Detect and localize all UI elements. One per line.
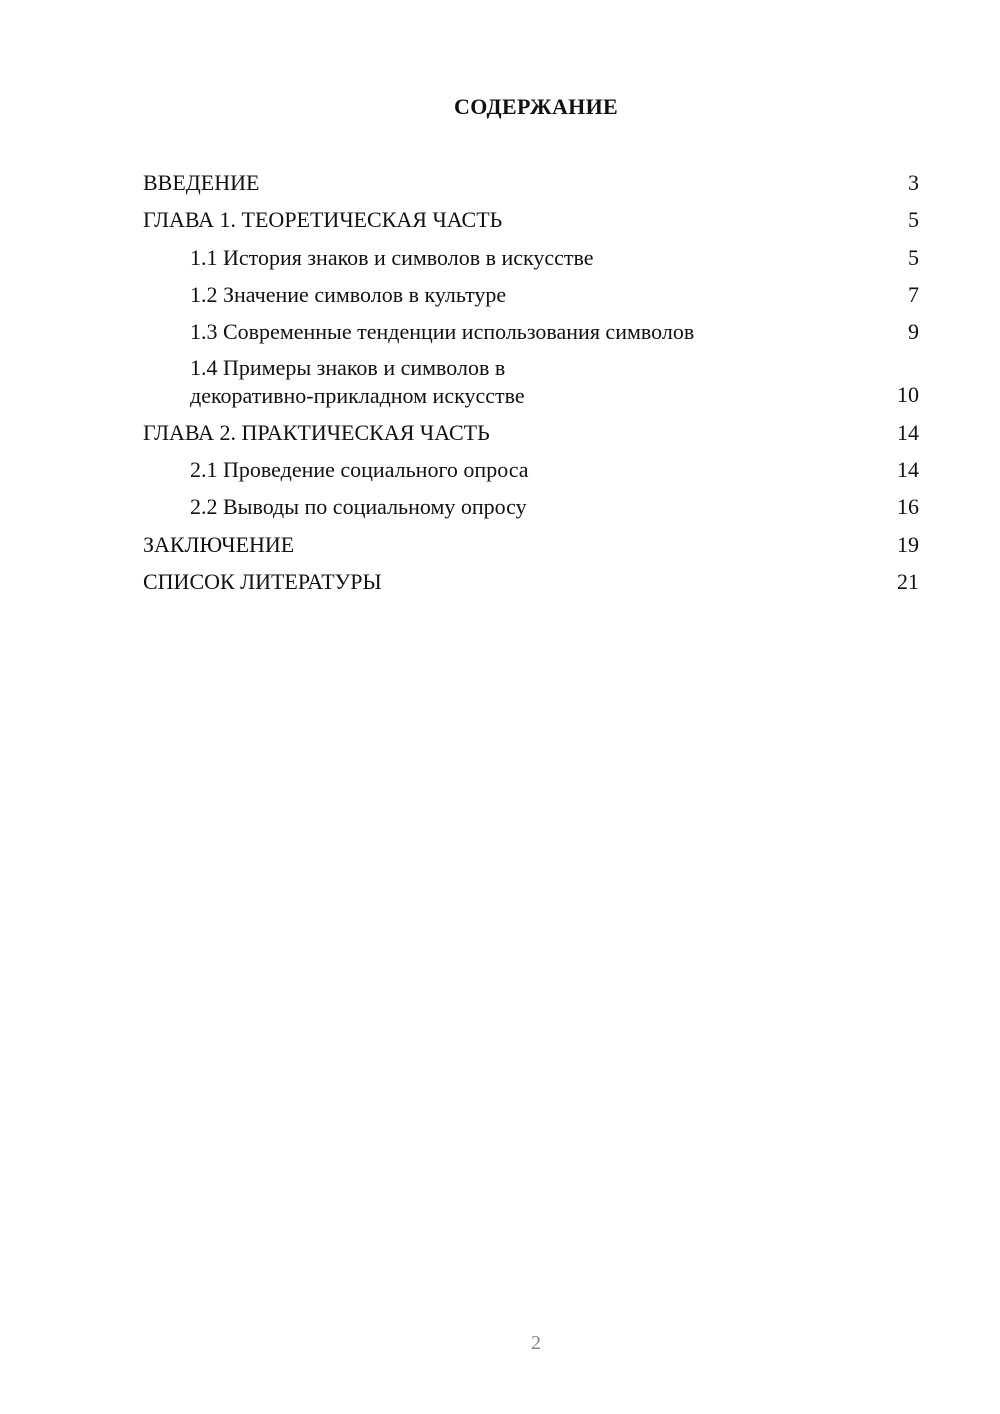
toc-entry-page: 16 bbox=[897, 494, 919, 520]
toc-entry-chapter-2[interactable] bbox=[143, 418, 919, 448]
toc-entry-section-1-2[interactable] bbox=[143, 280, 919, 310]
toc-entry-label: ГЛАВА 1. ТЕОРЕТИЧЕСКАЯ ЧАСТЬ bbox=[143, 207, 503, 233]
toc-entry-page: 7 bbox=[908, 281, 919, 307]
toc-entry-page: 5 bbox=[908, 244, 919, 270]
toc-entry-chapter-1[interactable] bbox=[143, 205, 919, 235]
toc-entry-page: 10 bbox=[897, 382, 919, 408]
table-of-contents bbox=[143, 168, 919, 604]
page-number: 2 bbox=[531, 1332, 541, 1354]
toc-entry-section-1-4[interactable] bbox=[143, 354, 919, 410]
toc-entry-label: ГЛАВА 2. ПРАКТИЧЕСКАЯ ЧАСТЬ bbox=[143, 419, 490, 445]
toc-entry-label-line-1: 1.4 Примеры знаков и символов в bbox=[190, 355, 506, 381]
toc-entry-page: 19 bbox=[897, 531, 919, 557]
toc-entry-label: ВВЕДЕНИЕ bbox=[143, 170, 260, 195]
toc-entry-introduction[interactable] bbox=[143, 168, 919, 198]
toc-entry-label bbox=[143, 354, 879, 410]
toc-entry-section-1-1[interactable] bbox=[143, 243, 919, 273]
toc-entry-label: 1.3 Современные тенденции использования символов bbox=[190, 319, 695, 345]
toc-entry-page: 5 bbox=[908, 207, 919, 233]
toc-entry-page: 21 bbox=[897, 568, 919, 594]
toc-entry-label-line-2: декоративно-прикладном искусстве bbox=[190, 383, 525, 409]
toc-title: СОДЕРЖАНИЕ bbox=[454, 94, 618, 119]
toc-entry-label: 1.2 Значение символов в культуре bbox=[190, 281, 507, 307]
toc-entry-page: 9 bbox=[908, 319, 919, 345]
toc-entry-section-2-1[interactable] bbox=[143, 455, 919, 485]
toc-entry-label: СПИСОК ЛИТЕРАТУРЫ bbox=[143, 568, 382, 594]
toc-entry-conclusion[interactable] bbox=[143, 530, 919, 560]
toc-entry-page: 14 bbox=[897, 457, 919, 483]
toc-entry-label: ЗАКЛЮЧЕНИЕ bbox=[143, 531, 295, 557]
toc-entry-page: 3 bbox=[908, 170, 919, 195]
toc-entry-section-2-2[interactable] bbox=[143, 492, 919, 522]
toc-entry-page: 14 bbox=[897, 419, 919, 445]
toc-entry-section-1-3[interactable] bbox=[143, 317, 919, 347]
toc-entry-label: 1.1 История знаков и символов в искусстве bbox=[190, 244, 594, 270]
toc-entry-label: 2.1 Проведение социального опроса bbox=[190, 457, 529, 483]
toc-entry-bibliography[interactable] bbox=[143, 567, 919, 597]
toc-entry-label: 2.2 Выводы по социальному опросу bbox=[190, 494, 527, 520]
